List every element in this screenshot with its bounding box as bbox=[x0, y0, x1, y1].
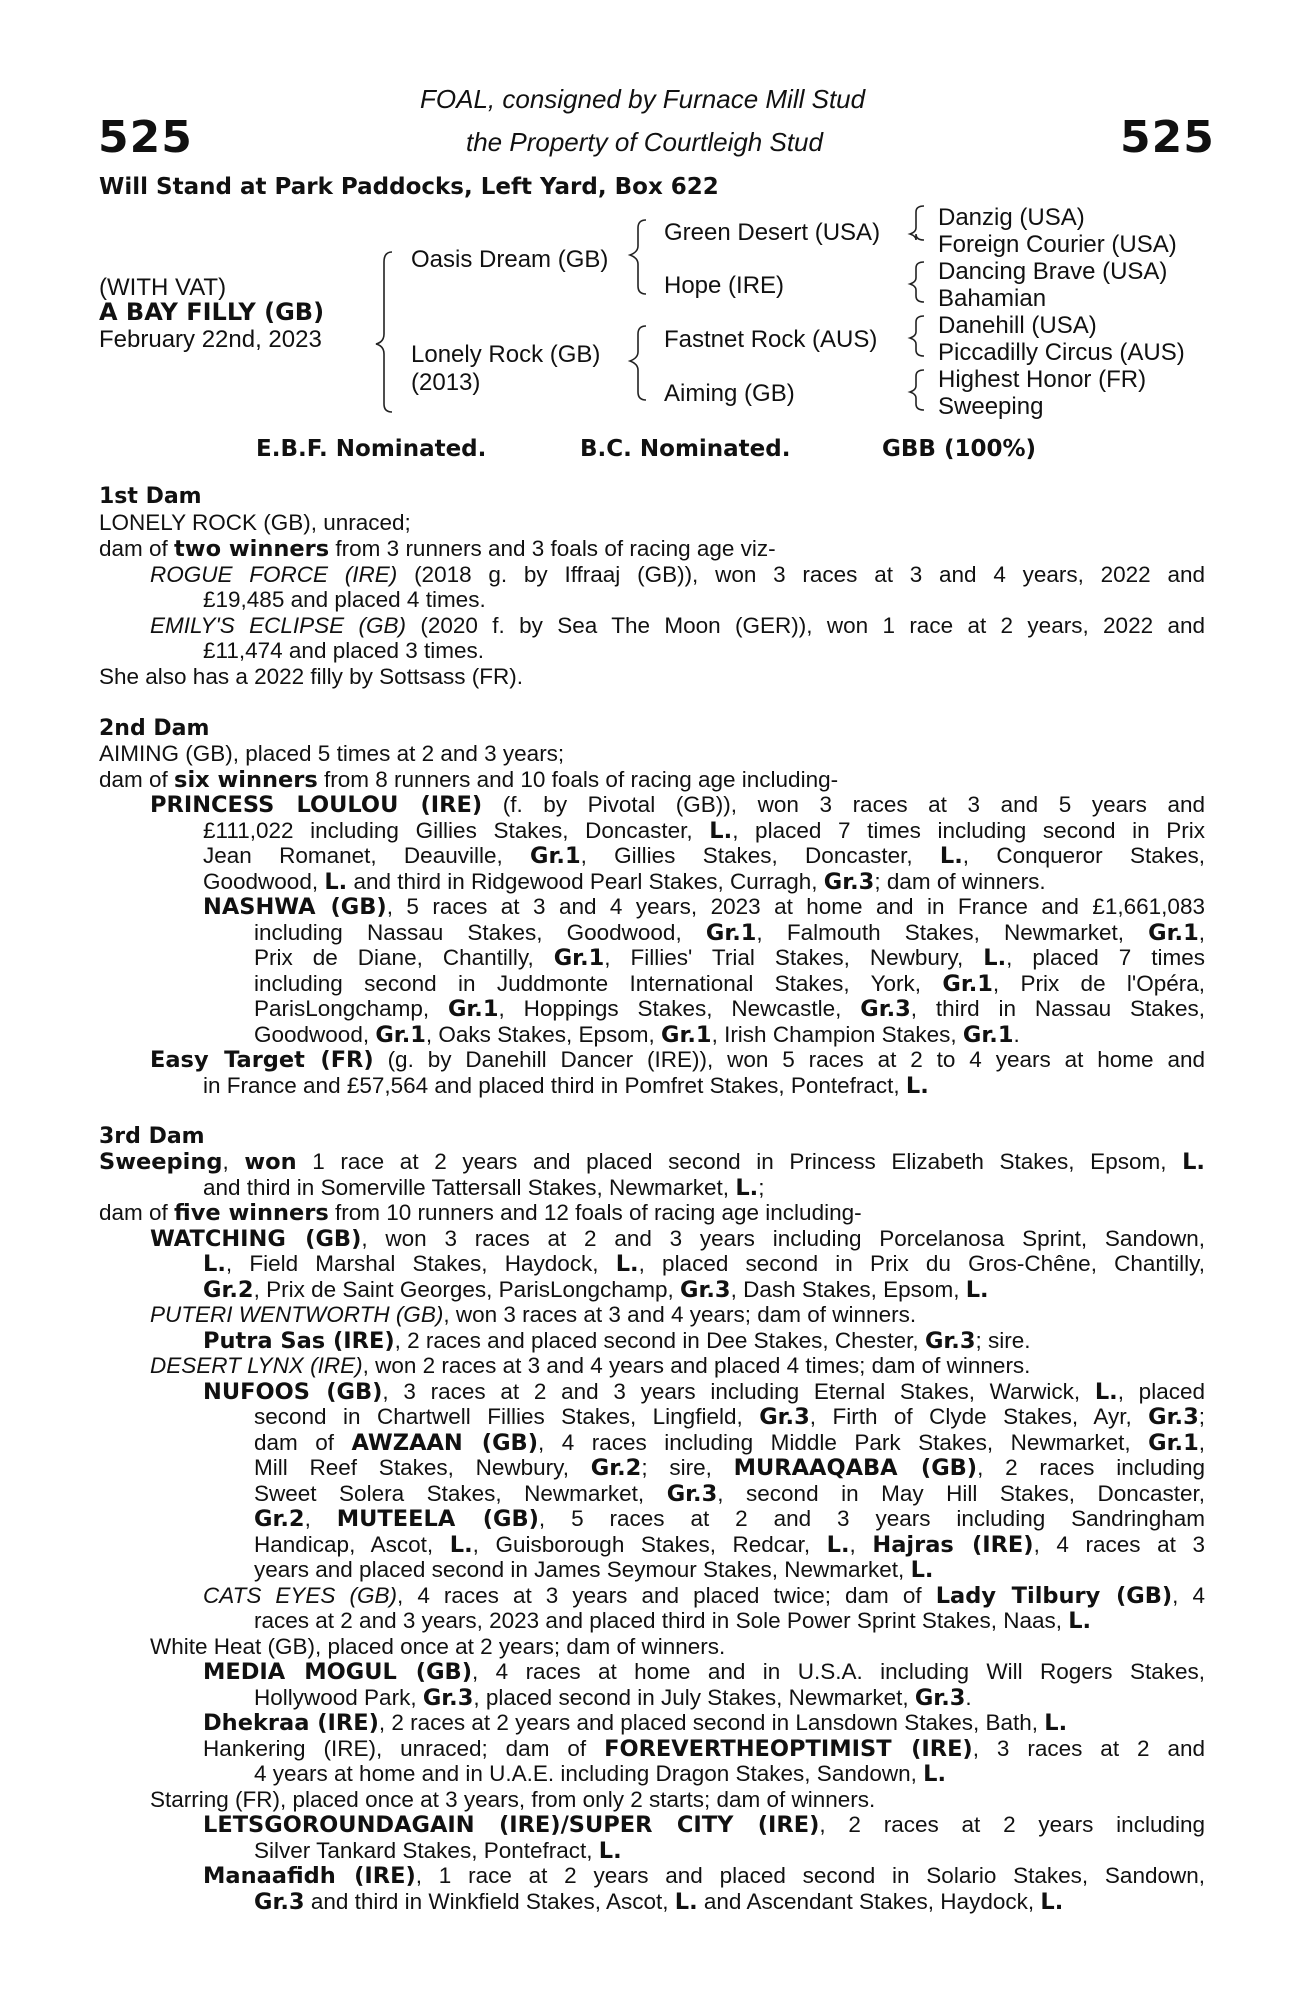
second-dam-line: AIMING (GB), placed 5 times at 2 and 3 years; bbox=[99, 741, 565, 766]
second-dam-line: Prix de Diane, Chantilly, Gr.1, Fillies' Trial Stakes, Newbury, L., placed 7 times bbox=[254, 945, 1206, 971]
third-dam-line: Hankering (IRE), unraced; dam of FOREVERTHEOPTIMIST (IRE), 3 races at 2 and bbox=[203, 1736, 1205, 1762]
third-dam-line: Hollywood Park, Gr.3, placed second in July Stakes, Newmarket, Gr.3. bbox=[254, 1685, 972, 1711]
second-dam-line: ParisLongchamp, Gr.1, Hoppings Stakes, Newcastle, Gr.3, third in Nassau Stakes, bbox=[254, 996, 1205, 1022]
third-dam-line: LETSGOROUNDAGAIN (IRE)/SUPER CITY (IRE), 2 races at 2 years including bbox=[203, 1812, 1205, 1838]
third-dam-line: and third in Somerville Tattersall Stakes, Newmarket, L.; bbox=[203, 1175, 765, 1201]
bc-nomination: B.C. Nominated. bbox=[580, 436, 791, 462]
third-dam-line: dam of five winners from 10 runners and 12 foals of racing age including- bbox=[99, 1200, 862, 1226]
third-dam-line: Handicap, Ascot, L., Guisborough Stakes, Redcar, L., Hajras (IRE), 4 races at 3 bbox=[254, 1532, 1205, 1558]
second-dam-line: Goodwood, Gr.1, Oaks Stakes, Epsom, Gr.1, Irish Champion Stakes, Gr.1. bbox=[254, 1022, 1020, 1048]
second-dam-line: NASHWA (GB), 5 races at 3 and 4 years, 2023 at home and in France and £1,661,083 bbox=[203, 894, 1205, 920]
third-dam-line: 4 years at home and in U.A.E. including Dragon Stakes, Sandown, L. bbox=[254, 1761, 947, 1787]
ebf-nomination: E.B.F. Nominated. bbox=[256, 436, 487, 462]
third-dam-line: White Heat (GB), placed once at 2 years; dam of winners. bbox=[150, 1634, 726, 1659]
third-dam-line: Silver Tankard Stakes, Pontefract, L. bbox=[254, 1838, 622, 1864]
dam-dam: Aiming (GB) bbox=[664, 380, 795, 407]
first-dam-line: EMILY'S ECLIPSE (GB) (2020 f. by Sea The Moon (GER)), won 1 race at 2 years, 2022 and bbox=[150, 613, 1205, 638]
property-line: the Property of Courtleigh Stud bbox=[466, 127, 823, 157]
sire: Oasis Dream (GB) bbox=[411, 246, 609, 273]
second-dam-line: Jean Romanet, Deauville, Gr.1, Gillies Stakes, Doncaster, L., Conqueror Stakes, bbox=[203, 843, 1205, 869]
second-dam-line: dam of six winners from 8 runners and 10 foals of racing age including- bbox=[99, 767, 839, 793]
third-dam-line: MEDIA MOGUL (GB), 4 races at home and in U.S.A. including Will Rogers Stakes, bbox=[203, 1659, 1205, 1685]
dds: Highest Honor (FR) bbox=[938, 366, 1147, 393]
dss: Danehill (USA) bbox=[938, 312, 1097, 339]
third-dam-line: Gr.2, MUTEELA (GB), 5 races at 2 and 3 years including Sandringham bbox=[254, 1506, 1205, 1532]
second-dam-line: PRINCESS LOULOU (IRE) (f. by Pivotal (GB)), won 3 races at 3 and 5 years and bbox=[150, 792, 1205, 818]
third-dam-line: Sweet Solera Stakes, Newmarket, Gr.3, second in May Hill Stakes, Doncaster, bbox=[254, 1481, 1206, 1507]
third-dam-line: Dhekraa (IRE), 2 races at 2 years and placed second in Lansdown Stakes, Bath, L. bbox=[203, 1710, 1068, 1736]
sds: Dancing Brave (USA) bbox=[938, 258, 1168, 285]
second-dam-line: Goodwood, L. and third in Ridgewood Pearl Stakes, Curragh, Gr.3; dam of winners. bbox=[203, 869, 1046, 895]
first-dam-line: dam of two winners from 3 runners and 3 foals of racing age viz- bbox=[99, 536, 776, 562]
foaling-date: February 22nd, 2023 bbox=[99, 326, 322, 353]
sdd: Bahamian bbox=[938, 285, 1047, 312]
first-dam-line: LONELY ROCK (GB), unraced; bbox=[99, 510, 411, 535]
third-dam-line: Starring (FR), placed once at 3 years, from only 2 starts; dam of winners. bbox=[150, 1787, 876, 1812]
third-dam-line: Manaafidh (IRE), 1 race at 2 years and placed second in Solario Stakes, Sandown, bbox=[203, 1863, 1206, 1889]
third-dam-line: Sweeping, won 1 race at 2 years and placed second in Princess Elizabeth Stakes, Epsom, L. bbox=[99, 1149, 1205, 1175]
third-dam-line: Gr.2, Prix de Saint Georges, ParisLongchamp, Gr.3, Dash Stakes, Epsom, L. bbox=[203, 1277, 989, 1303]
third-dam-line: L., Field Marshal Stakes, Haydock, L., placed second in Prix du Gros-Chêne, Chantilly, bbox=[203, 1251, 1205, 1277]
dam-sire: Fastnet Rock (AUS) bbox=[664, 326, 878, 353]
vat-note: (WITH VAT) bbox=[99, 274, 227, 301]
third-dam-line: races at 2 and 3 years, 2023 and placed third in Sole Power Sprint Stakes, Naas, L. bbox=[254, 1608, 1092, 1634]
dsd: Piccadilly Circus (AUS) bbox=[938, 339, 1185, 366]
first-dam-line: She also has a 2022 filly by Sottsass (FR). bbox=[99, 664, 523, 689]
second-dam-heading: 2nd Dam bbox=[99, 716, 210, 741]
first-dam-heading: 1st Dam bbox=[99, 484, 202, 509]
consignment-line: FOAL, consigned by Furnace Mill Stud bbox=[420, 84, 866, 114]
third-dam-line: WATCHING (GB), won 3 races at 2 and 3 years including Porcelanosa Sprint, Sandown, bbox=[150, 1226, 1205, 1252]
third-dam-heading: 3rd Dam bbox=[99, 1124, 205, 1149]
horse-name: A BAY FILLY (GB) bbox=[99, 298, 325, 326]
dam-year: (2013) bbox=[411, 369, 481, 396]
third-dam-line: CATS EYES (GB), 4 races at 3 years and placed twice; dam of Lady Tilbury (GB), 4 bbox=[203, 1583, 1205, 1609]
third-dam-line: DESERT LYNX (IRE), won 2 races at 3 and 4 years and placed 4 times; dam of winners. bbox=[150, 1353, 1031, 1378]
sire-sire: Green Desert (USA) bbox=[664, 219, 881, 246]
third-dam-line: years and placed second in James Seymour Stakes, Newmarket, L. bbox=[254, 1557, 934, 1583]
third-dam-line: NUFOOS (GB), 3 races at 2 and 3 years including Eternal Stakes, Warwick, L., placed bbox=[203, 1379, 1205, 1405]
second-dam-line: Easy Target (FR) (g. by Danehill Dancer (IRE)), won 5 races at 2 to 4 years at home and bbox=[150, 1047, 1205, 1073]
second-dam-line: £111,022 including Gillies Stakes, Doncaster, L., placed 7 times including second in Prix bbox=[203, 818, 1205, 844]
second-dam-line: in France and £57,564 and placed third in Pomfret Stakes, Pontefract, L. bbox=[203, 1073, 929, 1099]
ddd: Sweeping bbox=[938, 393, 1044, 420]
dam: Lonely Rock (GB) bbox=[411, 341, 601, 368]
gbb-rating: GBB (100%) bbox=[882, 436, 1037, 462]
sss: Danzig (USA) bbox=[938, 204, 1085, 231]
first-dam-line: £11,474 and placed 3 times. bbox=[203, 638, 485, 663]
second-dam-line: including second in Juddmonte International Stakes, York, Gr.1, Prix de l'Opéra, bbox=[254, 971, 1205, 997]
third-dam-line: Gr.3 and third in Winkfield Stakes, Ascot, L. and Ascendant Stakes, Haydock, L. bbox=[254, 1889, 1064, 1915]
third-dam-line: dam of AWZAAN (GB), 4 races including Middle Park Stakes, Newmarket, Gr.1, bbox=[254, 1430, 1205, 1456]
second-dam-line: including Nassau Stakes, Goodwood, Gr.1, Falmouth Stakes, Newmarket, Gr.1, bbox=[254, 920, 1205, 946]
sire-dam: Hope (IRE) bbox=[664, 272, 785, 299]
third-dam-line: Mill Reef Stakes, Newbury, Gr.2; sire, MURAAQABA (GB), 2 races including bbox=[254, 1455, 1206, 1481]
third-dam-line: second in Chartwell Fillies Stakes, Lingfield, Gr.3, Firth of Clyde Stakes, Ayr, Gr.3; bbox=[254, 1404, 1205, 1430]
third-dam-line: Putra Sas (IRE), 2 races and placed second in Dee Stakes, Chester, Gr.3; sire. bbox=[203, 1328, 1031, 1354]
stand-location: Will Stand at Park Paddocks, Left Yard, Box 622 bbox=[99, 174, 719, 200]
ssd: Foreign Courier (USA) bbox=[938, 231, 1177, 258]
lot-number-right: 525 bbox=[1120, 112, 1215, 163]
first-dam-line: £19,485 and placed 4 times. bbox=[203, 587, 486, 612]
third-dam-line: PUTERI WENTWORTH (GB), won 3 races at 3 and 4 years; dam of winners. bbox=[150, 1302, 917, 1327]
lot-number-left: 525 bbox=[98, 112, 193, 163]
first-dam-line: ROGUE FORCE (IRE) (2018 g. by Iffraaj (GB)), won 3 races at 3 and 4 years, 2022 and bbox=[150, 562, 1205, 587]
